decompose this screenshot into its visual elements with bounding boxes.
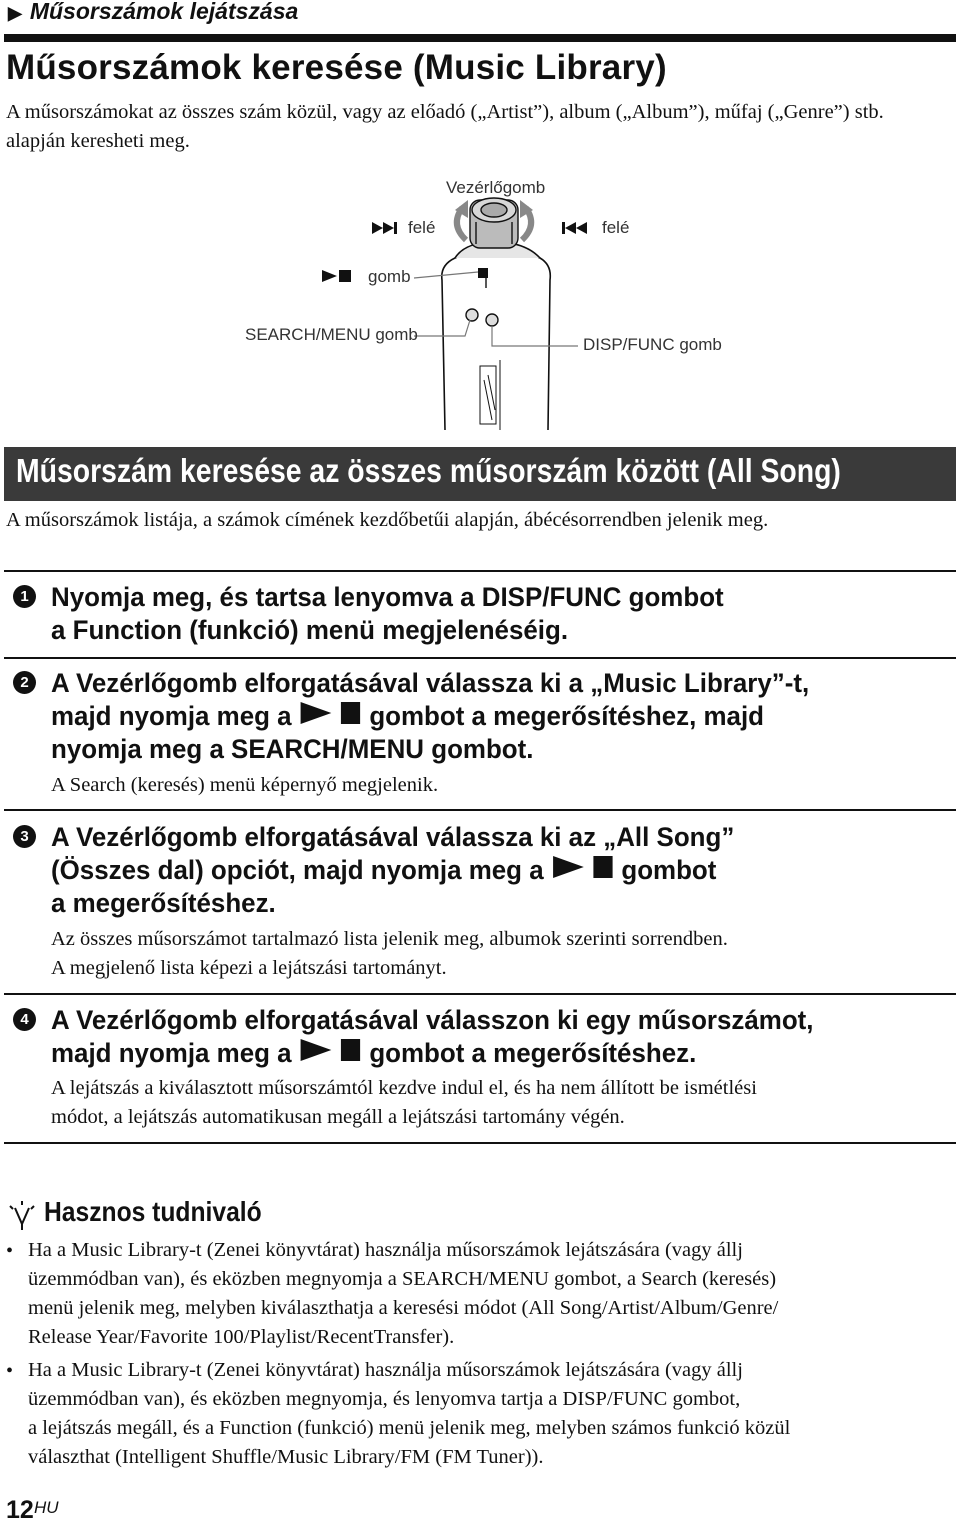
step-divider <box>4 657 956 659</box>
step-number: 3 <box>13 825 36 848</box>
intro-text: A műsorszámokat az összes szám közül, vagy az előadó („Artist”), album („Album”), műfaj („Genre”) stb. alapján keresheti meg. <box>6 101 884 152</box>
device-diagram <box>0 170 960 430</box>
tip-1-line-4: Release Year/Favorite 100/Playlist/RecentTransfer). <box>28 1326 455 1348</box>
step-4-note-1: A lejátszás a kiválasztott műsorszámtól kezdve indul el, és ha nem állított be ismétlési <box>51 1077 757 1099</box>
step-divider <box>4 570 956 572</box>
step-divider <box>4 1142 956 1144</box>
step-2-line-3: nyomja meg a SEARCH/MENU gombot. <box>51 734 534 764</box>
prev-track-icon <box>562 222 587 234</box>
control-wheel <box>470 198 518 248</box>
label-vezerlogomb: Vezérlőgomb <box>446 178 546 197</box>
tip-1-line-2: üzemmódban van), és eközben megnyomja a SEARCH/MENU gombot, a Search (keresés) <box>28 1268 777 1290</box>
step-2-line-1: A Vezérlőgomb elforgatásával válassza ki a „Music Library”-t, <box>51 668 810 698</box>
section-header: ▶ Műsorszámok lejátszása <box>8 0 299 24</box>
step-4-line-2: majd nyomja meg a gombot a megerősítéshez. <box>51 1038 697 1068</box>
top-rule <box>4 34 956 42</box>
step-1-line-1: Nyomja meg, és tartsa lenyomva a DISP/FUNC gombot <box>51 582 724 612</box>
subsection-title: Műsorszám keresése az összes műsorszám között (All Song) <box>16 452 841 489</box>
step-number: 2 <box>13 671 36 694</box>
play-arrow-icon: ▶ <box>8 3 22 23</box>
page-language: HU <box>34 1498 59 1517</box>
tip-2-line-2: üzemmódban van), és eközben megnyomja, és lenyomva tartja a DISP/FUNC gombot, <box>28 1388 741 1410</box>
label-play-stop: gomb <box>368 267 411 286</box>
step-1-line-2: a Function (funkció) menü megjelenéséig. <box>51 615 569 645</box>
tip-2-line-4: választhat (Intelligent Shuffle/Music Library/FM (FM Tuner)). <box>28 1446 544 1468</box>
tip-1-line-3: menü jelenik meg, melyben kiválaszthatja a keresési módot (All Song/Artist/Album/Genre/ <box>28 1297 779 1319</box>
step-3-note-1: Az összes műsorszámot tartalmazó lista jelenik meg, albumok szerinti sorrendben. <box>51 928 728 950</box>
page-number: 12 <box>6 1496 34 1524</box>
subsection-intro: A műsorszámok listája, a számok címének kezdőbetűi alapján, ábécésorrendben jelenik meg. <box>6 509 769 531</box>
step-2-note: A Search (keresés) menü képernyő megjelenik. <box>51 774 439 796</box>
label-prev: felé <box>602 218 630 237</box>
bullet-dot: • <box>6 1240 14 1262</box>
play-stop-icon <box>551 855 614 879</box>
step-divider <box>4 993 956 995</box>
tips-title: Hasznos tudnivaló <box>44 1196 262 1227</box>
tip-2-line-1: Ha a Music Library-t (Zenei könyvtárat) használja műsorszámok lejátszására (vagy állj <box>28 1359 743 1381</box>
lightbulb-icon <box>6 1200 36 1232</box>
step-3-line-2: (Összes dal) opciót, majd nyomja meg a gombot <box>51 855 717 885</box>
play-stop-icon <box>299 701 362 725</box>
step-number: 4 <box>13 1008 36 1031</box>
step-4-note-2: módot, a lejátszás automatikusan megáll a lejátszási tartomány végén. <box>51 1106 625 1128</box>
play-stop-icon <box>299 1038 362 1062</box>
step-2-line-2: majd nyomja meg a gombot a megerősítéshez, majd <box>51 701 764 731</box>
step-divider <box>4 809 956 811</box>
label-disp-func: DISP/FUNC gomb <box>583 335 722 354</box>
step-number: 1 <box>13 585 36 608</box>
bullet-dot: • <box>6 1360 14 1382</box>
step-3-note-2: A megjelenő lista képezi a lejátszási tartományt. <box>51 957 447 979</box>
play-stop-icon <box>322 270 351 282</box>
step-4-line-1: A Vezérlőgomb elforgatásával válasszon ki egy műsorszámot, <box>51 1005 814 1035</box>
step-3-line-3: a megerősítéshez. <box>51 888 276 918</box>
step-3-line-1: A Vezérlőgomb elforgatásával válassza ki az „All Song” <box>51 822 735 852</box>
tip-2-line-3: a lejátszás megáll, és a Function (funkció) menü jelenik meg, melyben számos funkció közül <box>28 1417 791 1439</box>
label-next: felé <box>408 218 436 237</box>
page-title: Műsorszámok keresése (Music Library) <box>6 48 667 87</box>
tip-1-line-1: Ha a Music Library-t (Zenei könyvtárat) használja műsorszámok lejátszására (vagy állj <box>28 1239 743 1261</box>
label-search-menu: SEARCH/MENU gomb <box>245 325 418 344</box>
next-track-icon <box>372 222 397 234</box>
